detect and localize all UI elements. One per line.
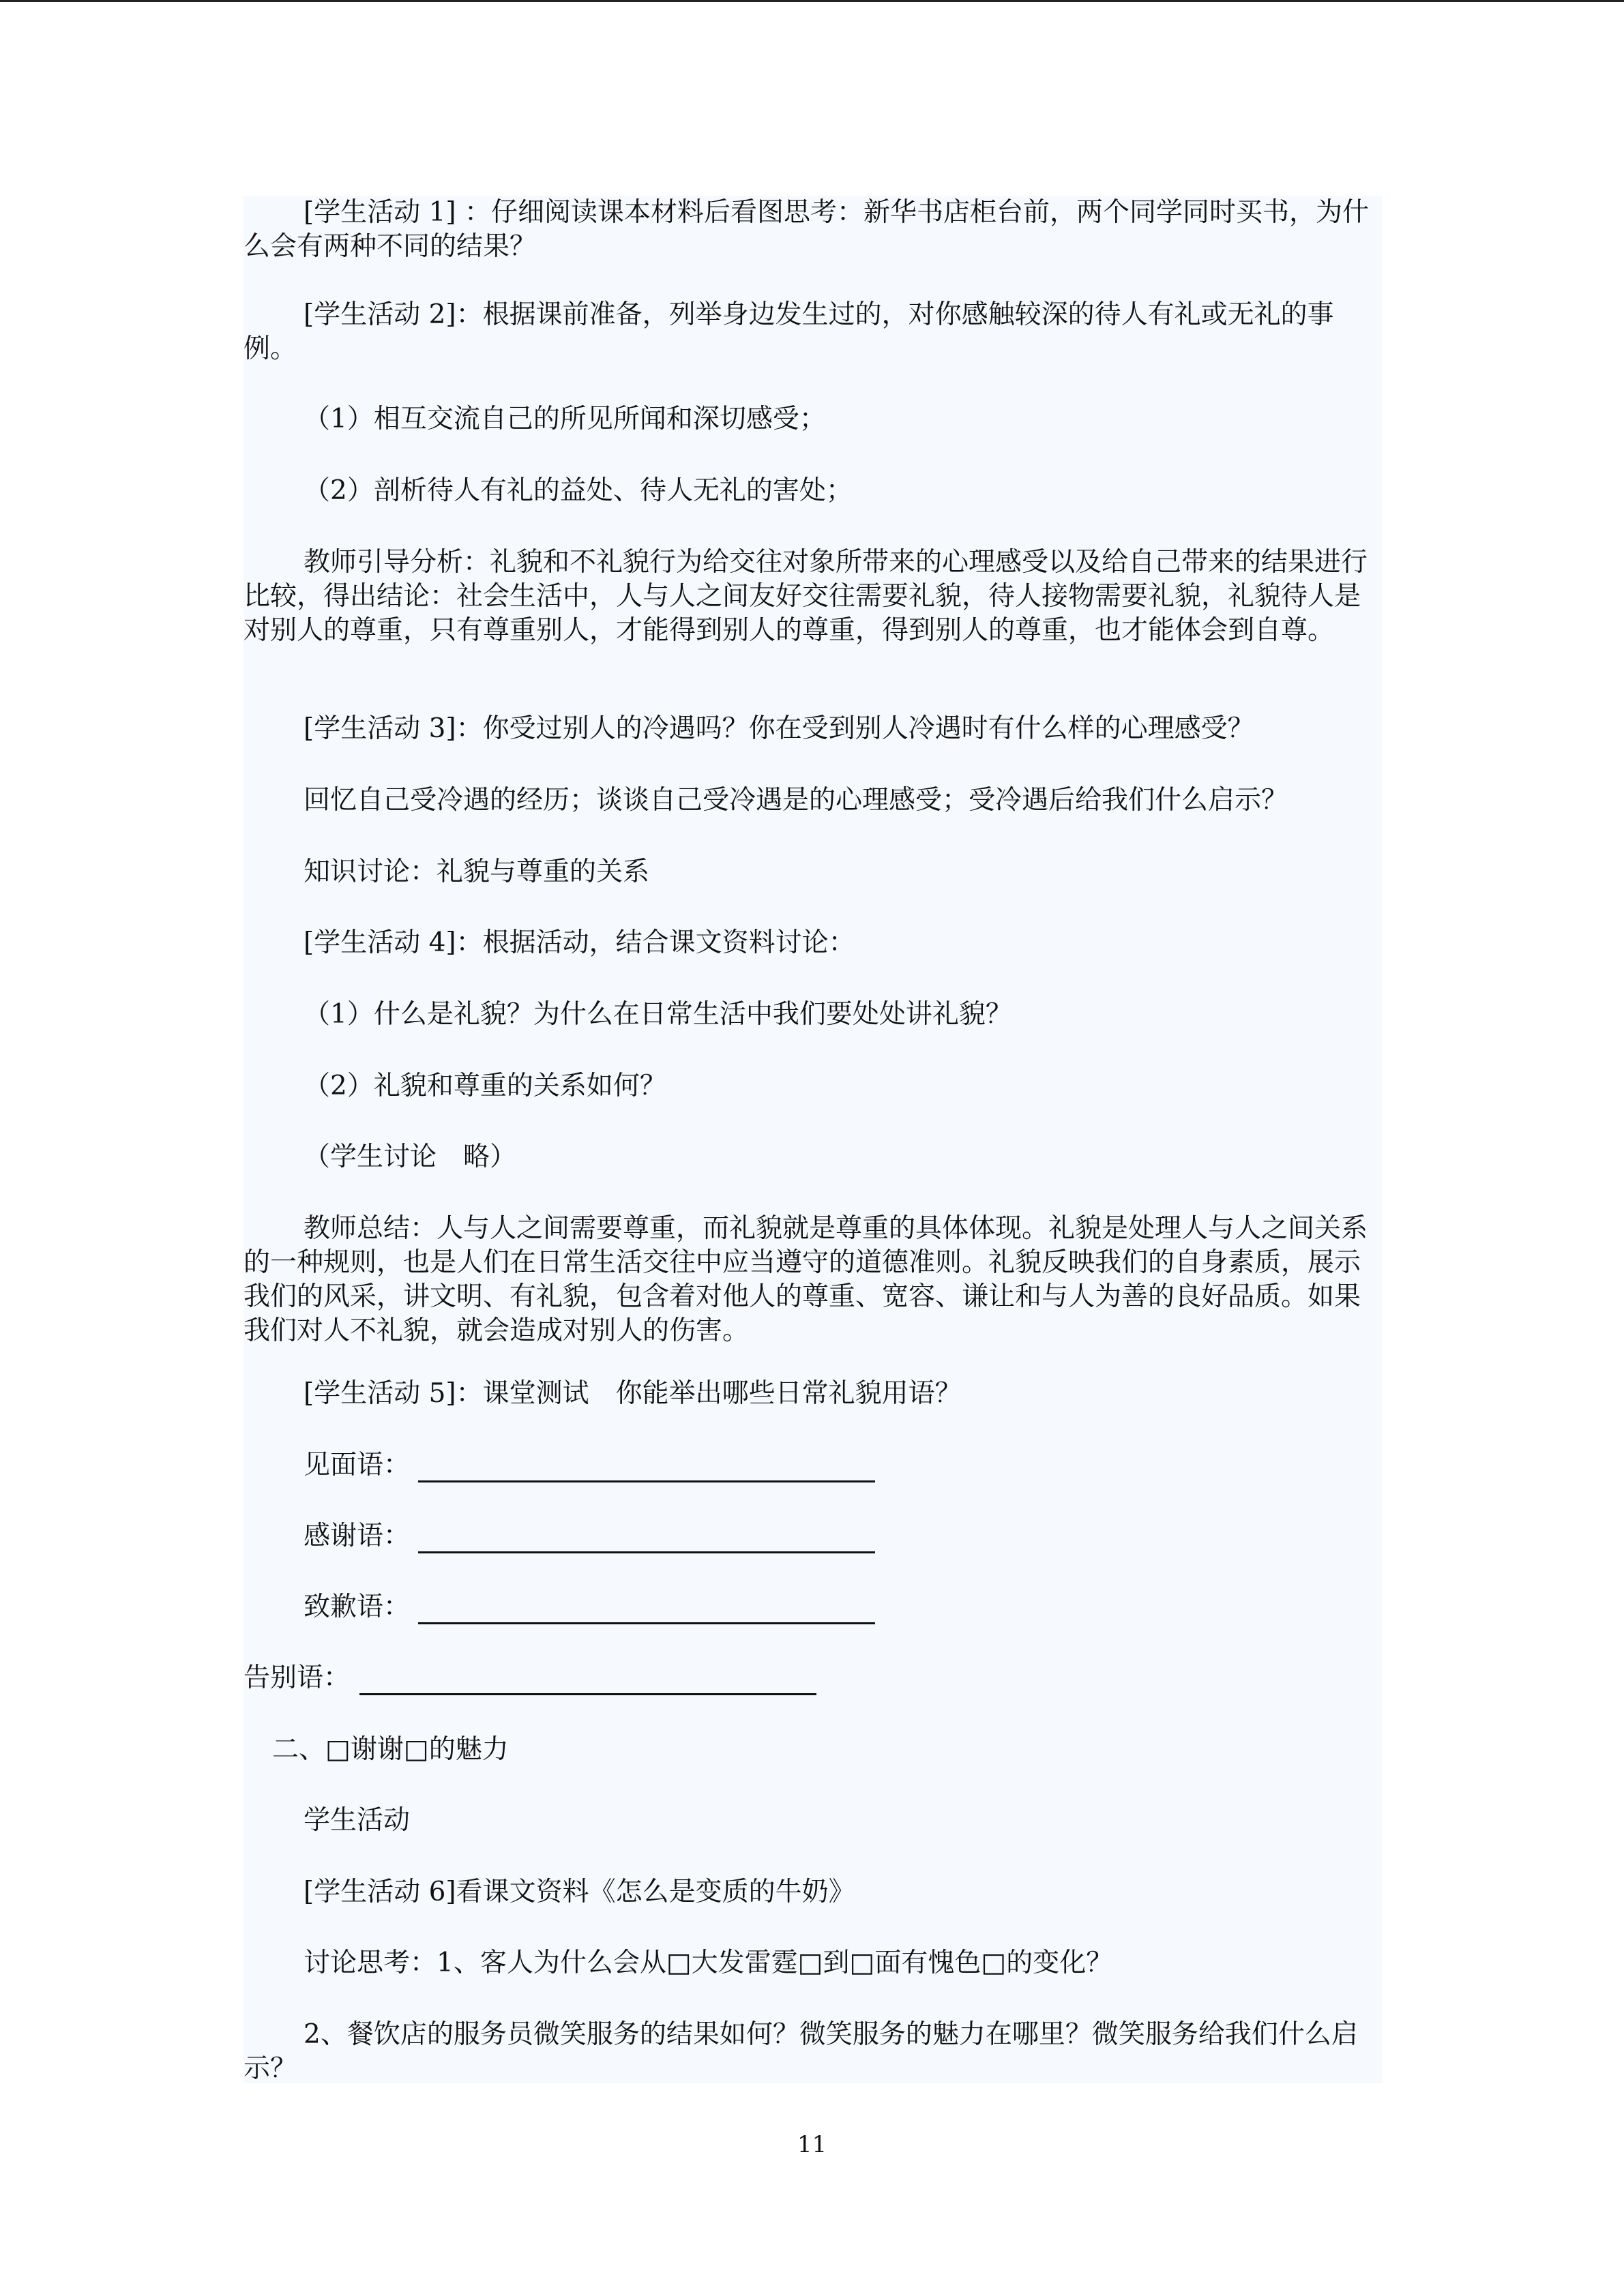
paragraph-discussion-question-2: 2、餐饮店的服务员微笑服务的结果如何？微笑服务的魅力在哪里？微笑服务给我们什么启示？	[243, 2019, 1358, 2084]
list-item-1: （1）相互交流自己的所见所闻和深切感受；	[304, 404, 826, 434]
list-item-3: （1）什么是礼貌？为什么在日常生活中我们要处处讲礼貌？	[304, 999, 1012, 1030]
paragraph-activity-2: [学生活动 2]：根据课前准备，列举身边发生过的，对你感触较深的待人有礼或无礼的事例。	[243, 299, 1334, 364]
page-number: 11	[797, 2131, 827, 2158]
paragraph-teacher-analysis: 教师引导分析：礼貌和不礼貌行为给交往对象所带来的心理感受以及给自己带来的结果进行比较，得出结论：社会生活中，人与人之间友好交往需要礼貌，待人接物需要礼貌，礼貌待人是对别人的尊重，只有尊重别人，才能得到别人的尊重，得到别人的尊重，也才能体会到自尊。	[243, 547, 1368, 646]
paragraph-student-activity: 学生活动	[304, 1805, 411, 1836]
list-item-4: （2）礼貌和尊重的关系如何？	[304, 1071, 666, 1101]
paragraph-activity-4: [学生活动 4]：根据活动，结合课文资料讨论：	[304, 927, 855, 958]
top-border-line	[0, 0, 1624, 2]
paragraph-knowledge-discussion: 知识讨论：礼貌与尊重的关系	[304, 856, 650, 887]
section-heading-thanks: 二、□谢谢□的魅力	[272, 1734, 509, 1765]
paragraph-activity-5: [学生活动 5]：课堂测试 你能举出哪些日常礼貌用语？	[304, 1378, 962, 1409]
greeting-label: 见面语：	[304, 1450, 411, 1480]
list-item-2: （2）剖析待人有礼的益处、待人无礼的害处；	[304, 475, 853, 506]
apology-label: 致歉语：	[304, 1592, 411, 1622]
paragraph-recall: 回忆自己受冷遇的经历；谈谈自己受冷遇是的心理感受；受冷遇后给我们什么启示？	[304, 785, 1288, 816]
thanks-blank	[418, 1551, 875, 1553]
paragraph-discussion-omitted: （学生讨论 略）	[304, 1142, 517, 1172]
farewell-label: 告别语：	[243, 1663, 351, 1693]
paragraph-discussion-question-1: 讨论思考：1、客人为什么会从□大发雷霆□到□面有愧色□的变化？	[304, 1948, 1113, 1978]
document-body	[243, 196, 1383, 2083]
thanks-label: 感谢语：	[304, 1521, 411, 1551]
farewell-blank	[359, 1693, 816, 1695]
paragraph-activity-1: [学生活动 1] ：仔细阅读课本材料后看图思考：新华书店柜台前，两个同学同时买书，为什么会有两种不同的结果？	[243, 197, 1370, 262]
paragraph-activity-3: [学生活动 3]：你受过别人的冷遇吗？你在受到别人冷遇时有什么样的心理感受？	[304, 713, 1254, 744]
apology-blank	[418, 1622, 875, 1624]
paragraph-activity-6: [学生活动 6]看课文资料《怎么是变质的牛奶》	[304, 1877, 855, 1907]
paragraph-teacher-summary: 教师总结：人与人之间需要尊重，而礼貌就是尊重的具体体现。礼貌是处理人与人之间关系的一种规则，也是人们在日常生活交往中应当遵守的道德准则。礼貌反映我们的自身素质，展示我们的风采，讲文明、有礼貌，包含着对他人的尊重、宽容、谦让和与人为善的良好品质。如果我们对人不礼貌，就会造成对别人的伤害。	[243, 1213, 1368, 1346]
greeting-blank	[418, 1480, 875, 1482]
